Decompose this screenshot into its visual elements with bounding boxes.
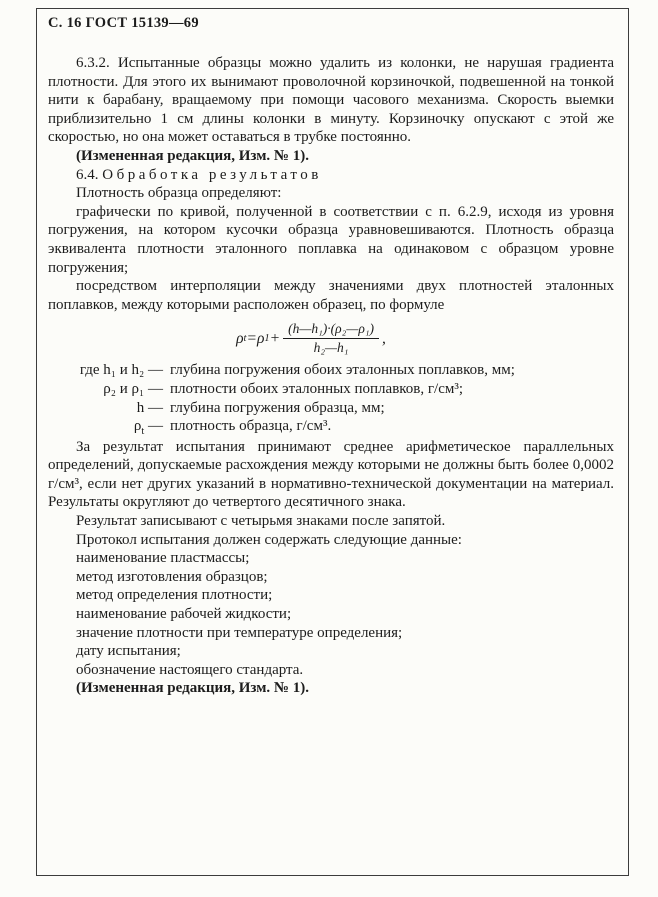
protocol-list-item: значение плотности при температуре определения;	[76, 624, 403, 641]
amendment-note-2: (Измененная редакция, Изм. № 1).	[76, 680, 310, 697]
protocol-list-item: дату испытания;	[76, 643, 181, 660]
section-number: 6.4.	[76, 166, 99, 183]
formula-token: =	[246, 329, 257, 347]
definition-term: где h₁ и h₂ —	[79, 362, 163, 379]
amendment-note-1: (Измененная редакция, Изм. № 1).	[76, 147, 310, 164]
paragraph-protocol-intro: Протокол испытания должен содержать следующие данные:	[76, 531, 462, 548]
definition-term-part: ρ	[133, 418, 142, 435]
definition-term: h —	[136, 399, 163, 416]
definition-term-subscript: t	[141, 426, 145, 438]
protocol-list-item: наименование пластмассы;	[76, 550, 250, 567]
definition-text: глубина погружения образца, мм;	[170, 399, 385, 416]
protocol-list-item: метод определения плотности;	[76, 587, 273, 604]
formula-token: ρ	[256, 329, 265, 347]
page-header: С. 16 ГОСТ 15139—69	[48, 15, 199, 31]
protocol-list-item: обозначение настоящего стандарта.	[76, 661, 304, 678]
paragraph-6-3-2: 6.3.2. Испытанные образцы можно удалить из колонки, не нарушая градиента плотности. Для этого их вынимают проволочной корзиночкой, подвешенной на тонкой нити к барабану, вращаемому при помощи часового механизма. Скорость выемки приблизительно 1 см длины колонки в минуту. Корзиночку опускают с этой же скоростью, но она может оставаться в трубке постоянно.	[48, 55, 614, 146]
fraction-numerator: (h—h₁)·(ρ₂—ρ₁)	[288, 321, 375, 337]
paragraph-determine: Плотность образца определяют:	[76, 185, 282, 202]
page-content	[48, 14, 614, 698]
definition-text: плотности обоих эталонных поплавков, г/см³;	[170, 380, 464, 397]
protocol-list-item: наименование рабочей жидкости;	[76, 606, 292, 623]
protocol-items-list	[48, 549, 614, 679]
formula-token: ρ	[236, 329, 244, 347]
paragraph-record: Результат записывают с четырьмя знаками после запятой.	[76, 513, 446, 530]
paragraph-graphic-method: графически по кривой, полученной в соответствии с п. 6.2.9, исходя из уровня погружения, на котором кусочки образца уравновешиваются. Плотность образца эквивалента плотности эталонного поплавка на одинаковом с образцом уровне погружения;	[48, 203, 614, 276]
paragraph-result-average: За результат испытания принимают среднее арифметическое параллельных определений, допускаемые расхождения между которыми не должны быть более 0,0002 г/см³, если нет других указаний в нормативно-технической документации на материал. Результаты округляют до четвертого десятичного знака.	[48, 438, 614, 511]
fraction-denominator: h₂—h₁	[283, 338, 379, 356]
definition-term	[48, 417, 170, 436]
paragraph-interpolation-method: посредством интерполяции между значениями двух плотностей эталонных поплавков, между которыми расположен образец, по формуле	[48, 278, 614, 313]
formula-token: +	[269, 329, 281, 347]
section-title: Обработка результатов	[102, 166, 322, 183]
definition-text: глубина погружения обоих эталонных поплавков, мм;	[170, 362, 515, 379]
density-formula: ρ t = ρ 1 + $\frac{\text{(h—h₁)·(ρ₂—ρ₁)}}{\text{h₂—h₁}}$ ,	[236, 321, 386, 356]
formula-token: ,	[382, 329, 386, 347]
section-heading-6-4	[48, 166, 614, 185]
definition-term-part: —	[144, 418, 163, 435]
definition-text: плотность образца, г/см³.	[170, 418, 332, 435]
definition-term: ρ₂ и ρ₁ —	[103, 380, 163, 397]
protocol-list-item: метод изготовления образцов;	[76, 568, 268, 585]
formula-fraction	[283, 321, 379, 356]
symbol-definitions	[48, 361, 614, 438]
